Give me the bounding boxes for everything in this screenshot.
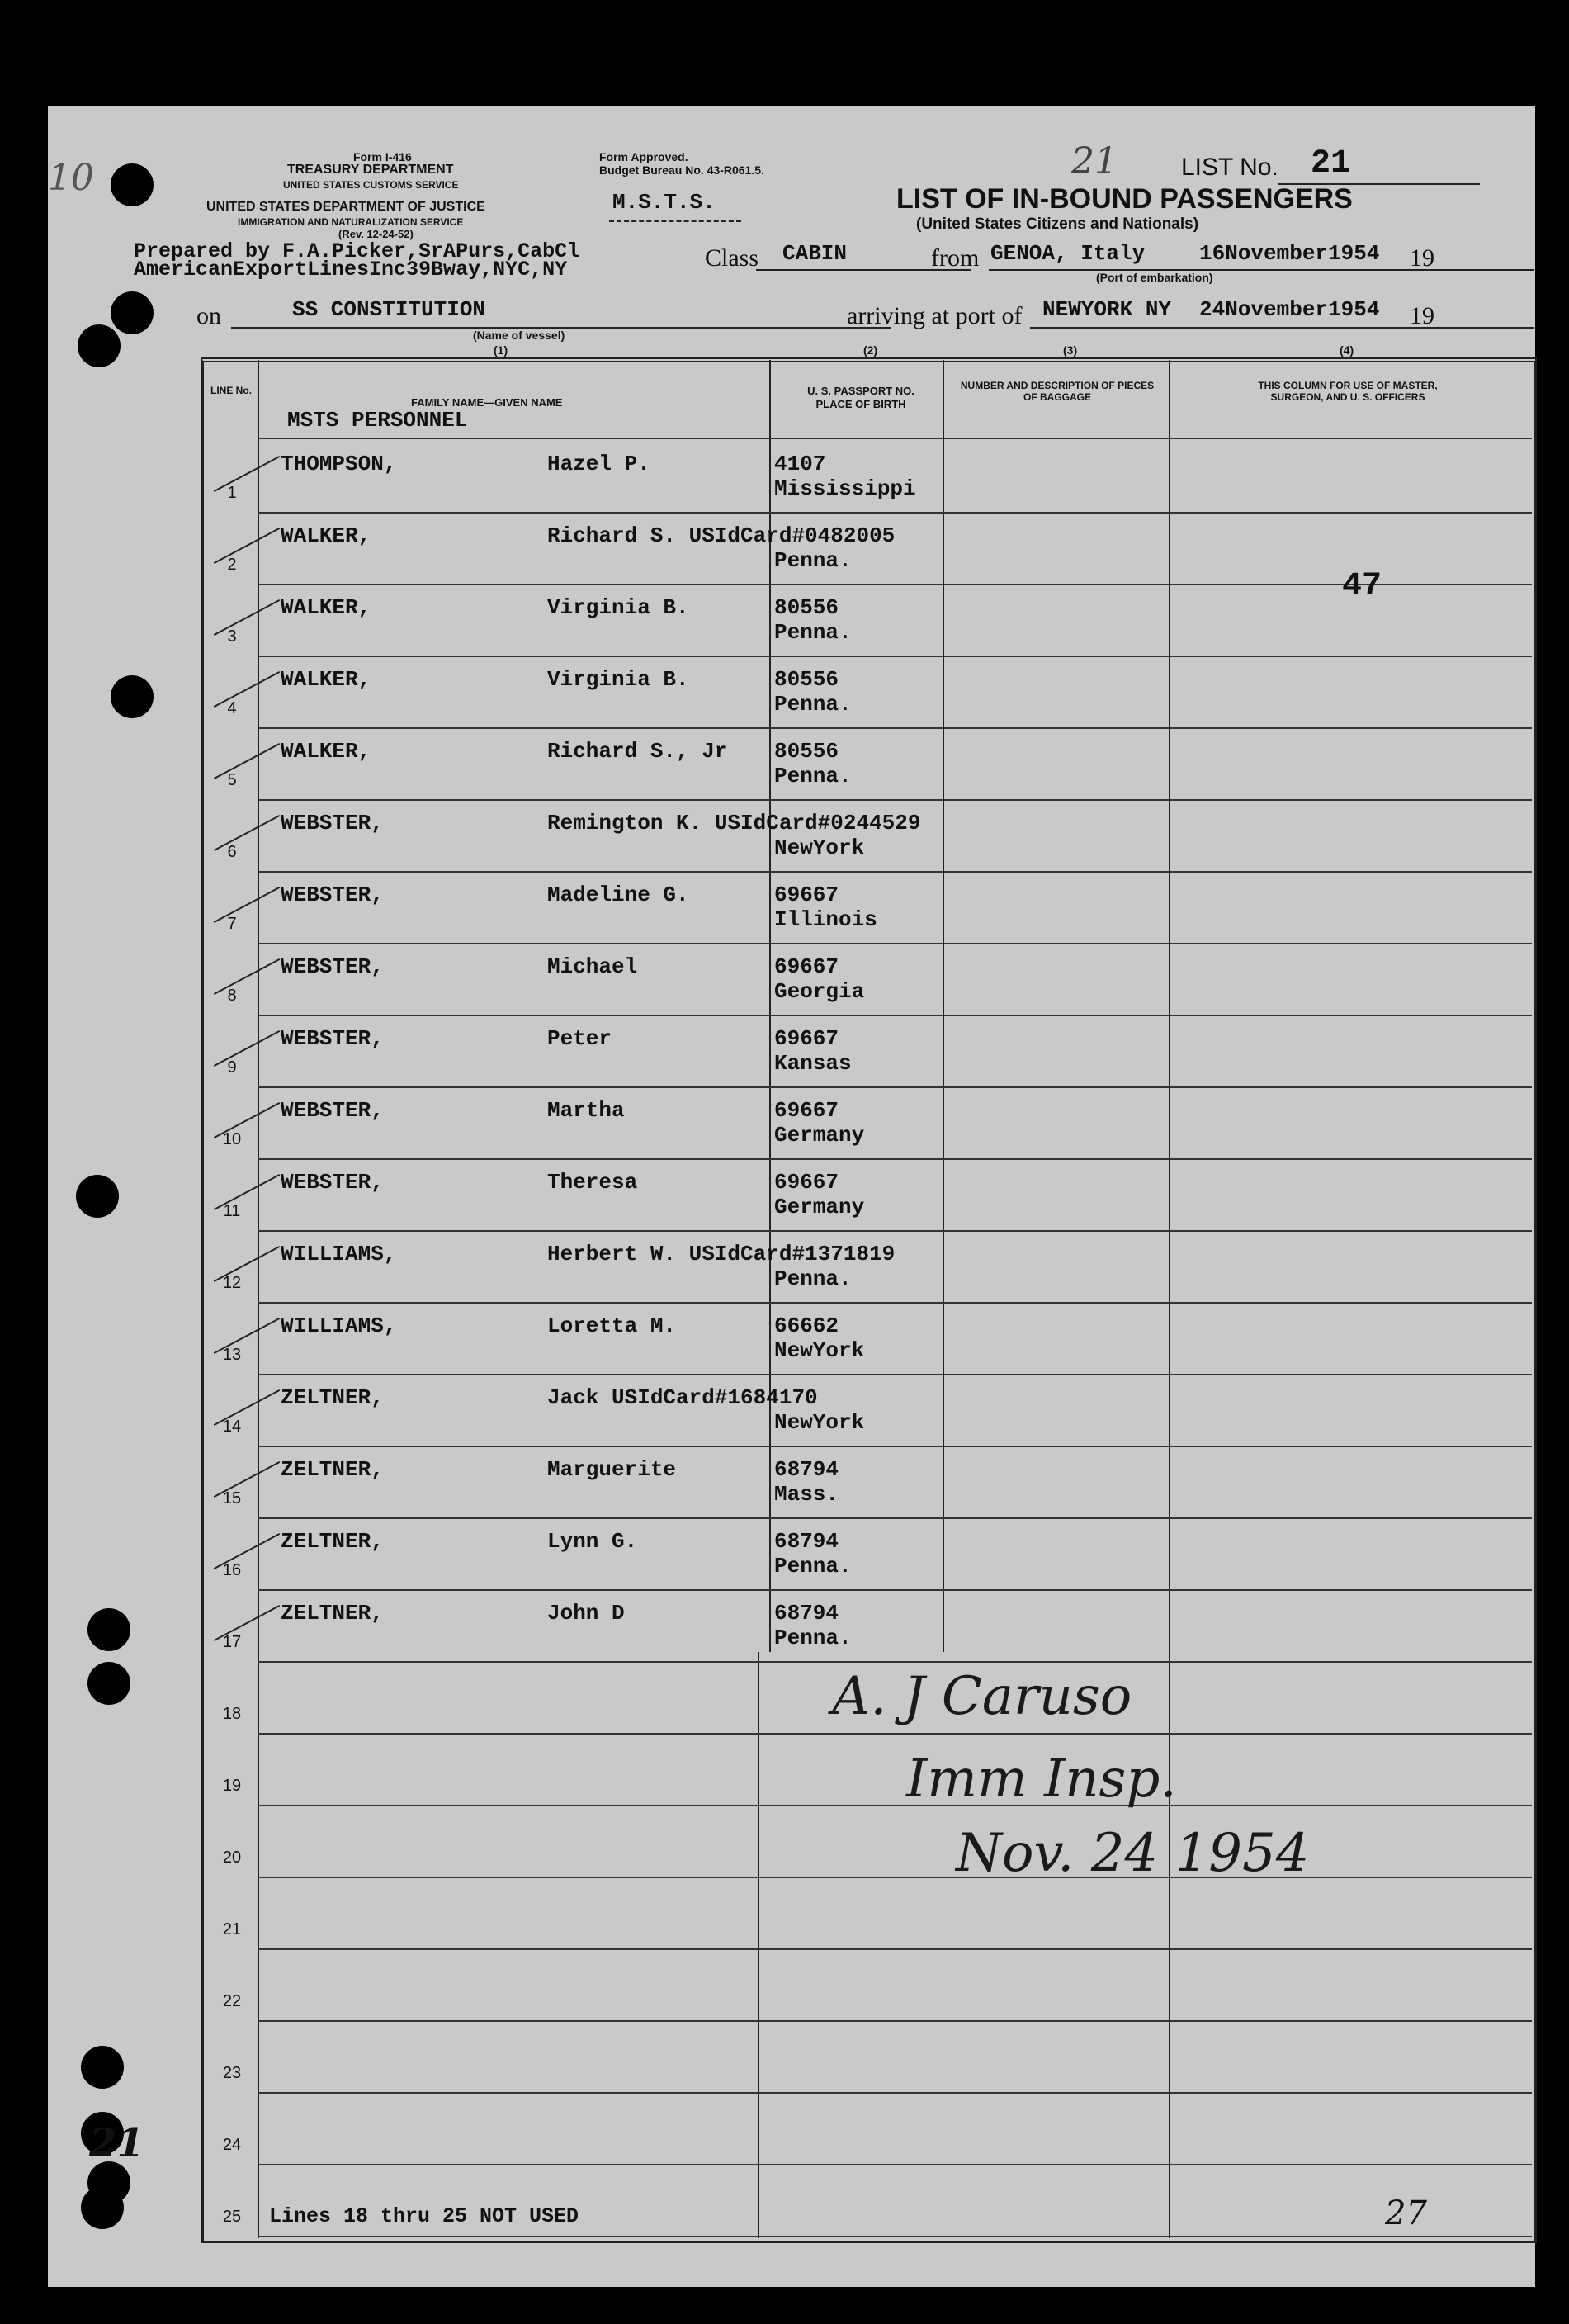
given-name: Theresa	[547, 1170, 638, 1195]
family-name: WEBSTER,	[281, 1098, 384, 1123]
margin-handwritten-number: 21	[89, 2120, 144, 2166]
inspection-date: Nov. 24 1954	[956, 1823, 1310, 1884]
header-bottom-rule	[258, 438, 1532, 439]
budget-bureau: Budget Bureau No. 43-R061.5.	[599, 163, 764, 177]
family-name: ZELTNER,	[281, 1529, 384, 1554]
family-name: ZELTNER,	[281, 1601, 384, 1626]
line-number: 6	[227, 843, 237, 861]
arrival-underline	[1030, 327, 1443, 329]
line-number: 11	[223, 1202, 241, 1220]
line-number: 21	[222, 1920, 242, 1938]
class-label: Class	[705, 244, 759, 272]
line-number: 5	[227, 771, 237, 789]
on-label: on	[196, 302, 221, 329]
line-number: 17	[222, 1633, 242, 1651]
row-rule	[258, 871, 1532, 873]
birthplace: Penna.	[774, 620, 852, 645]
punch-hole	[87, 1662, 130, 1705]
given-name: Richard S. USIdCard#0482005	[547, 523, 896, 548]
line-number: 22	[222, 1992, 242, 2010]
row-rule	[258, 1086, 1532, 1088]
from-label: from	[931, 244, 980, 272]
line-number: 2	[227, 556, 237, 574]
col1-number: (1)	[494, 343, 508, 357]
birthplace: Penna.	[774, 1266, 852, 1291]
family-name: ZELTNER,	[281, 1385, 384, 1410]
class-value: CABIN	[782, 241, 848, 266]
arrival-year-suffix: 19	[1410, 302, 1434, 329]
row-rule	[258, 1589, 1532, 1591]
from-year-underline	[1443, 269, 1534, 271]
revision: (Rev. 12-24-52)	[338, 228, 414, 240]
punch-hole	[111, 163, 154, 206]
row-rule	[258, 799, 1532, 801]
row-rule	[258, 1374, 1532, 1375]
birthplace: Illinois	[774, 907, 877, 932]
row-rule	[258, 1661, 1532, 1663]
passport-number: 68794	[774, 1601, 839, 1626]
birthplace: Penna.	[774, 1554, 852, 1579]
arrival-port: NEWYORK NY	[1042, 297, 1172, 322]
birthplace: Mississippi	[774, 476, 916, 501]
msts-code: M.S.T.S.	[612, 190, 716, 215]
given-name: Herbert W. USIdCard#1371819	[547, 1242, 896, 1266]
given-name: Madeline G.	[547, 883, 689, 907]
passport-number: 66662	[774, 1313, 839, 1338]
family-name: WEBSTER,	[281, 811, 384, 835]
given-name: Remington K. USIdCard#0244529	[547, 811, 921, 835]
header-name: FAMILY NAME—GIVEN NAME	[411, 396, 563, 409]
passport-number: 69667	[774, 1026, 839, 1051]
handwritten-list-number: 21	[1071, 140, 1118, 182]
arriving-label: arriving at port of	[847, 302, 1023, 329]
punch-hole	[111, 675, 154, 718]
passport-number: 69667	[774, 1170, 839, 1195]
given-name: Michael	[547, 954, 638, 979]
birthplace: NewYork	[774, 835, 865, 860]
family-name: WEBSTER,	[281, 1026, 384, 1051]
family-name: WILLIAMS,	[281, 1313, 397, 1338]
line-number: 23	[222, 2064, 242, 2082]
passport-number: 69667	[774, 883, 839, 907]
punch-hole	[76, 1175, 119, 1218]
col4-number: (4)	[1340, 343, 1354, 357]
row-rule	[258, 584, 1532, 585]
passport-number: 68794	[774, 1529, 839, 1554]
header-line-no: LINE No.	[210, 385, 252, 396]
family-name: WALKER,	[281, 523, 371, 548]
from-port: GENOA, Italy	[990, 241, 1146, 266]
row-rule	[258, 2164, 1532, 2165]
table-frame	[201, 357, 1537, 2243]
given-name: John D	[547, 1601, 625, 1626]
line-number: 4	[227, 699, 237, 717]
passport-number: 69667	[774, 1098, 839, 1123]
line-number: 15	[222, 1489, 242, 1508]
family-name: WALKER,	[281, 595, 371, 620]
col-divider-lineno	[258, 360, 259, 2238]
customs-service: UNITED STATES CUSTOMS SERVICE	[283, 179, 459, 191]
form-number: Form I-416	[353, 150, 412, 163]
row-rule	[258, 512, 1532, 514]
manifest-sheet	[48, 106, 1535, 2287]
passport-number: 68794	[774, 1457, 839, 1482]
given-name: Virginia B.	[547, 595, 689, 620]
col-divider-baggage	[1169, 360, 1170, 1652]
line-number: 1	[227, 484, 237, 502]
corner-mark: 27	[1385, 2194, 1427, 2232]
line-number: 12	[222, 1274, 242, 1292]
family-name: WEBSTER,	[281, 954, 384, 979]
line-number: 18	[222, 1705, 242, 1723]
line-number: 9	[227, 1058, 237, 1077]
header-officers: THIS COLUMN FOR USE OF MASTER, SURGEON, AND U. S. OFFICERS	[1258, 380, 1438, 403]
officer-note: 47	[1342, 568, 1382, 605]
manifest-subtitle: (United States Citizens and Nationals)	[916, 215, 1199, 233]
line-number: 8	[227, 987, 237, 1005]
birthplace: Kansas	[774, 1051, 852, 1076]
row-rule	[258, 1158, 1532, 1160]
corner-handwritten-number: 10	[48, 157, 94, 199]
given-name: Peter	[547, 1026, 612, 1051]
row-rule	[258, 943, 1532, 944]
passport-number: 80556	[774, 667, 839, 692]
inspector-title: Imm Insp.	[906, 1749, 1177, 1810]
birthplace: Penna.	[774, 764, 852, 788]
family-name: ZELTNER,	[281, 1457, 384, 1482]
row-rule	[258, 2092, 1532, 2094]
line-number: 16	[222, 1561, 242, 1579]
row-rule	[258, 656, 1532, 657]
family-name: WILLIAMS,	[281, 1242, 397, 1266]
birthplace: Germany	[774, 1123, 865, 1148]
msts-dashes	[609, 220, 741, 222]
col2-number: (2)	[863, 343, 878, 357]
line-number: 25	[222, 2208, 242, 2226]
birthplace: Penna.	[774, 548, 852, 573]
family-name: WEBSTER,	[281, 883, 384, 907]
birthplace: NewYork	[774, 1338, 865, 1363]
row-rule	[258, 727, 1532, 729]
col-divider-lower-name	[758, 1652, 759, 2238]
prepared-by: Prepared by F.A.Picker,SrAPurs,CabCl	[134, 239, 580, 263]
col-divider-lower-baggage	[1169, 1652, 1170, 2238]
inspector-signature: A. J Caruso	[832, 1666, 1132, 1727]
row-rule	[258, 1446, 1532, 1447]
family-name: WALKER,	[281, 667, 371, 692]
ins-service: IMMIGRATION AND NATURALIZATION SERVICE	[238, 216, 464, 228]
group-label: MSTS PERSONNEL	[287, 408, 468, 433]
from-underline	[989, 269, 1451, 271]
family-name: WEBSTER,	[281, 1170, 384, 1195]
manifest-title: LIST OF IN-BOUND PASSENGERS	[896, 183, 1353, 215]
row-rule	[258, 1302, 1532, 1304]
header-passport: U. S. PASSPORT NO. PLACE OF BIRTH	[807, 385, 914, 410]
given-name: Richard S., Jr	[547, 739, 728, 764]
from-year-suffix: 19	[1410, 244, 1434, 272]
col3-number: (3)	[1063, 343, 1078, 357]
row-rule	[258, 1517, 1532, 1519]
given-name: Virginia B.	[547, 667, 689, 692]
arrival-date: 24November1954	[1199, 297, 1380, 322]
line-number: 14	[222, 1418, 242, 1436]
line-number: 13	[222, 1346, 242, 1364]
punch-hole	[81, 2046, 124, 2089]
passport-number: 4107	[774, 452, 826, 476]
line-number: 20	[222, 1848, 242, 1867]
given-name: Jack USIdCard#1684170	[547, 1385, 818, 1410]
punch-hole	[87, 1608, 130, 1651]
line-number: 3	[227, 627, 237, 646]
form-approved: Form Approved.	[599, 150, 688, 163]
line-number: 19	[222, 1777, 242, 1795]
from-date: 16November1954	[1199, 241, 1380, 266]
row-rule	[258, 1230, 1532, 1232]
birthplace: Penna.	[774, 1626, 852, 1650]
birthplace: Georgia	[774, 979, 865, 1004]
given-name: Martha	[547, 1098, 625, 1123]
given-name: Loretta M.	[547, 1313, 677, 1338]
prepared-by-line2: AmericanExportLinesInc39Bway,NYC,NY	[134, 258, 568, 282]
treasury-dept: TREASURY DEPARTMENT	[287, 163, 454, 177]
list-no-label: LIST No.	[1181, 154, 1278, 181]
col-divider-name	[769, 360, 771, 1652]
birthplace: Mass.	[774, 1482, 839, 1507]
family-name: WALKER,	[281, 739, 371, 764]
vessel-name: SS CONSTITUTION	[292, 297, 486, 322]
birthplace: Penna.	[774, 692, 852, 717]
family-name: THOMPSON,	[281, 452, 397, 476]
footer-note: Lines 18 thru 25 NOT USED	[269, 2204, 579, 2228]
row-rule	[258, 1877, 1532, 1878]
birthplace: NewYork	[774, 1410, 865, 1435]
col-divider-passport	[943, 360, 944, 1652]
row-rule	[258, 1733, 1532, 1735]
arrival-year-underline	[1443, 327, 1534, 329]
punch-hole	[111, 291, 154, 334]
line-number: 7	[227, 915, 237, 933]
row-rule	[258, 1015, 1532, 1016]
passport-number: 80556	[774, 595, 839, 620]
row-rule	[258, 2236, 1532, 2237]
line-number: 10	[222, 1130, 242, 1148]
given-name: Hazel P.	[547, 452, 650, 476]
port-embark-label: (Port of embarkation)	[1096, 271, 1213, 284]
passport-number: 69667	[774, 954, 839, 979]
list-no-value: 21	[1311, 145, 1351, 182]
row-rule	[258, 1805, 1532, 1806]
punch-hole	[81, 2186, 124, 2229]
passport-number: 80556	[774, 739, 839, 764]
vessel-label: (Name of vessel)	[473, 329, 565, 342]
given-name: Marguerite	[547, 1457, 677, 1482]
birthplace: Germany	[774, 1195, 865, 1219]
justice-dept: UNITED STATES DEPARTMENT OF JUSTICE	[206, 200, 485, 214]
row-rule	[258, 2020, 1532, 2022]
header-baggage: NUMBER AND DESCRIPTION OF PIECES OF BAGGAGE	[960, 380, 1155, 403]
punch-hole	[78, 324, 121, 367]
line-number: 24	[222, 2136, 242, 2154]
row-rule	[258, 1948, 1532, 1950]
given-name: Lynn G.	[547, 1529, 638, 1554]
